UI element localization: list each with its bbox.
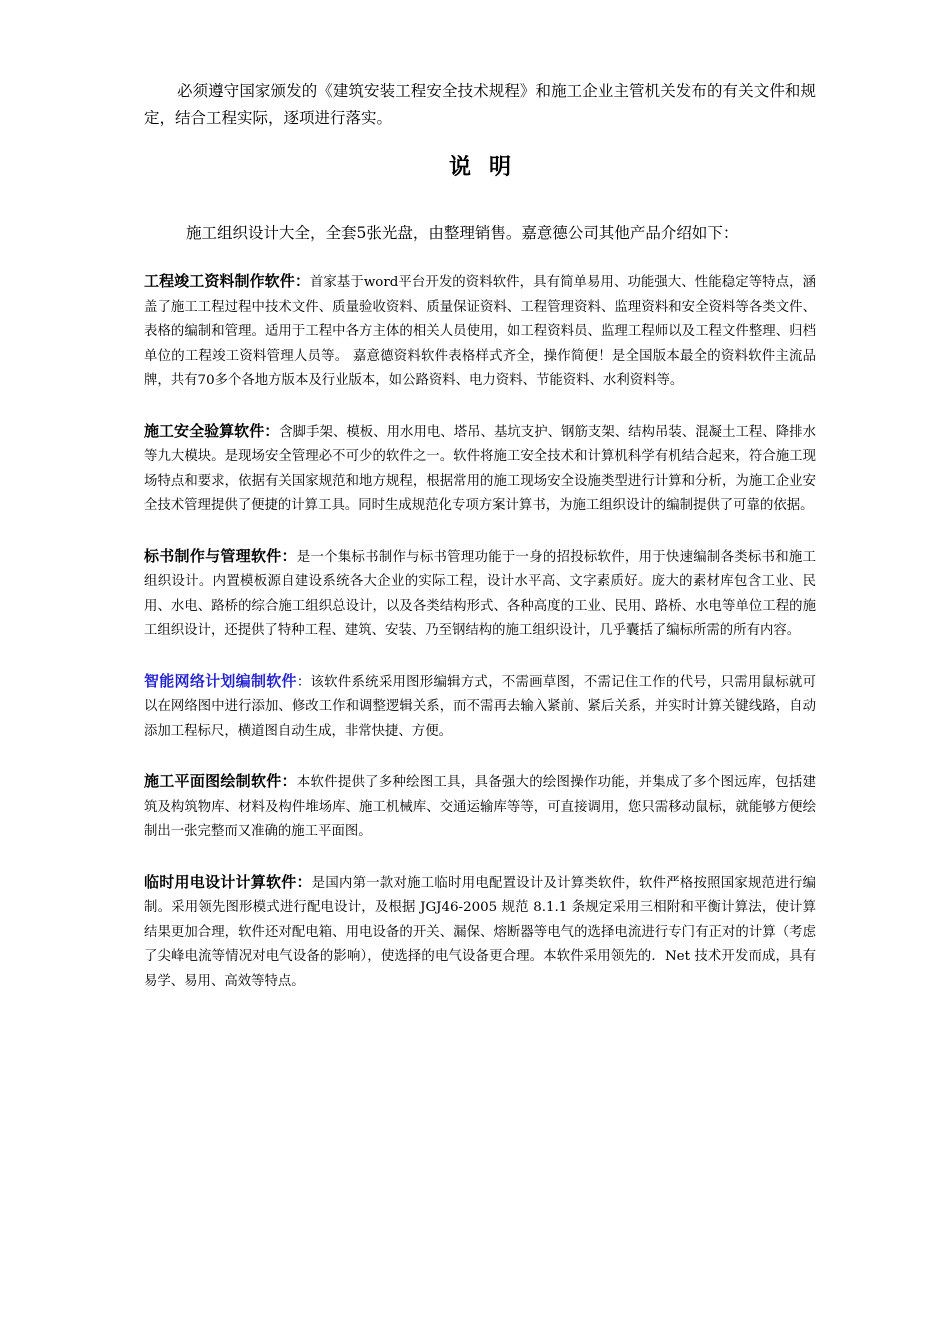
product-paragraph	[144, 269, 816, 394]
product-paragraph	[144, 419, 816, 519]
product-description: 本软件提供了多种绘图工具，具备强大的绘图操作功能，并集成了多个图远库，包括建筑及构筑物库、材料及构件堆场库、施工机械库、交通运输库等等，可直接调用，您只需移动鼠标，就能够方便绘制出一张完整而又准确的施工平面图。	[144, 775, 816, 839]
section-heading: 说明	[448, 154, 529, 180]
intro-paragraph: 必须遵守国家颁发的《建筑安装工程安全技术规程》和施工企业主管机关发布的有关文件和规定，结合工程实际，逐项进行落实。	[144, 82, 816, 127]
product-name-link[interactable]: 智能网络计划编制软件	[144, 671, 297, 690]
product-paragraph	[144, 769, 816, 845]
product-name: 施工平面图绘制软件：	[144, 772, 297, 790]
product-paragraph	[144, 870, 816, 995]
product-name: 工程竣工资料制作软件：	[144, 272, 310, 290]
product-name: 施工安全验算软件：	[144, 421, 280, 440]
product-description: 首家基于word平台开发的资料软件，具有简单易用、功能强大、性能稳定等特点，涵盖了施工工程过程中技术文件、质量验收资料、质量保证资料、工程管理资料、监理资料和安全资料等各类文件、表格的编制和管理。适用于工程中各方主体的相关人员使用，如工程资料员、监理工程师以及工程文件整理、归档单位的工程竣工资料管理人员等。 嘉意德资料软件表格样式齐全，操作简便！是全国版本最全的资料软件主流品牌，共有70多个各地方版本及行业版本，如公路资料、电力资料、节能资料、水利资料等。	[144, 275, 816, 388]
product-name: 临时用电设计计算软件：	[144, 872, 312, 891]
lead-paragraph: 施工组织设计大全，全套5张光盘，由整理销售。嘉意德公司其他产品介绍如下：	[186, 224, 739, 242]
product-paragraph	[144, 669, 816, 745]
product-description: 含脚手架、模板、用水用电、塔吊、基坑支护、钢筋支架、结构吊装、混凝土工程、降排水等九大模块。是现场安全管理必不可少的软件之一。软件将施工安全技术和计算机科学有机结合起来，符合施工现场特点和要求，依据有关国家规范和地方规程，根据常用的施工现场安全设施类型进行计算和分析，为施工企业安全技术管理提供了便捷的计算工具。同时生成规范化专项方案计算书，为施工组织设计的编制提供了可靠的依据。	[144, 424, 816, 513]
product-name: 标书制作与管理软件：	[144, 546, 297, 565]
product-description: 是国内第一款对施工临时用电配置设计及计算类软件，软件严格按照国家规范进行编制。采用领先图形模式进行配电设计，及根据 JGJ46-2005 规范 8.1.1 条规定采用三相附和平衡计算法，使计算结果更加合理，软件还对配电箱、用电设备的开关、漏保、熔断器等电气的选择电流进行专门有正对的计算（考虑了尖峰电流等情况对电气设备的影响），使选择的电气设备更合理。本软件采用领先的．Net 技术开发而成，具有易学、易用、高效等特点。	[144, 875, 816, 989]
product-description: 是一个集标书制作与标书管理功能于一身的招投标软件，用于快速编制各类标书和施工组织设计。内置模板源自建设系统各大企业的实际工程，设计水平高、文字素质好。庞大的素材库包含工业、民用、水电、路桥的综合施工组织总设计，以及各类结构形式、各种高度的工业、民用、路桥、水电等单位工程的施工组织设计，还提供了特种工程、建筑、安装、乃至钢结构的施工组织设计，几乎囊括了编标所需的所有内容。	[144, 549, 816, 638]
document-page	[144, 78, 816, 994]
product-paragraph	[144, 544, 816, 644]
product-description: ：该软件系统采用图形编辑方式，不需画草图，不需记住工作的代号，只需用鼠标就可以在网络图中进行添加、修改工作和调整逻辑关系，而不需再去输入紧前、紧后关系，并实时计算关键线路，自动添加工程标尺，横道图自动生成，非常快捷、方便。	[144, 674, 816, 739]
